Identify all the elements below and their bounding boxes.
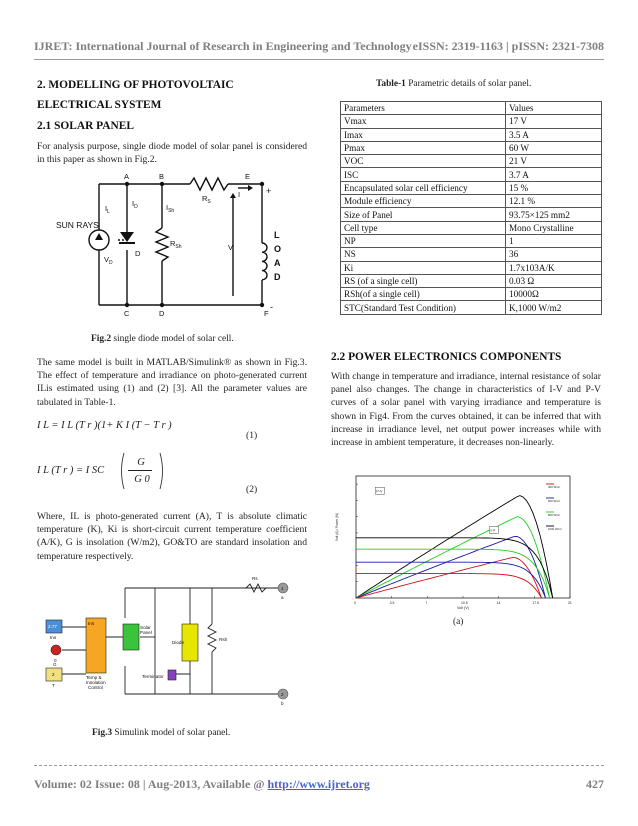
fig3-rsh-label: Rsh [219, 637, 228, 642]
chart-legend-label: 1000 W/m² [548, 527, 562, 531]
table-row [341, 208, 602, 221]
fig2-caption: Fig.2 single diode model of solar cell. [91, 334, 234, 344]
fig2-node-b: B [159, 172, 165, 181]
fig2-load-l: L [274, 230, 280, 240]
paragraph-where: Where, IL is photo-generated current (A), T is absolute climatic temperature (K), Ki is short-circuit current temperature coefficient (A/K), G is insolation (W/m2), GO&TO are standard insolation and temperature respectively. [37, 511, 307, 562]
table-row [341, 155, 602, 168]
table-cell-parameter: RSh(of a single cell) [341, 288, 506, 301]
fig2-load-a: A [274, 258, 281, 268]
table-cell-parameter: Imax [341, 128, 506, 141]
table-cell-parameter: VOC [341, 155, 506, 168]
footer-rule [34, 765, 604, 766]
paragraph-simulink: The same model is built in MATLAB/Simulink® as shown in Fig.3. The effect of temperature and irradiance on photo-generated current ILis estimated using (1) and (2) [3]. All the parameter values are tabulated in Table-1. [37, 357, 307, 408]
equation-2-numerator: G [137, 457, 145, 468]
table-cell-parameter: Cell type [341, 221, 506, 234]
table-cell-parameter: NP [341, 234, 506, 247]
section-title-line2: ELECTRICAL SYSTEM [37, 99, 162, 111]
fig3-rs-label: Rs [252, 576, 258, 581]
table-cell-value: Mono Crystalline [506, 221, 602, 234]
chart-x-tick-label: 10.5 [461, 601, 468, 605]
fig2-ish: $I_{Sh}$ [166, 203, 175, 214]
fig2-node-a: A [124, 172, 130, 181]
fig2-minus: - [270, 302, 273, 312]
journal-title: IJRET: International Journal of Research in Engineering and Technology [34, 39, 412, 53]
table1-caption: Table-1 Parametric details of solar panel. [376, 79, 532, 89]
table-cell-value: 17 V [506, 115, 602, 128]
fig3-port-a: a [281, 595, 284, 600]
table-cell-value: 15 % [506, 181, 602, 194]
table-cell-parameter: STC(Standard Test Condition) [341, 301, 506, 314]
fig2-load-d: D [274, 272, 281, 282]
fig3-port-b: b [281, 701, 284, 706]
fig4-iv-pv-chart [332, 466, 586, 614]
equation-1: I L = I L (T r )(1+ K I (T − T r ) [37, 420, 172, 431]
subsection-title-solar-panel: 2.1 SOLAR PANEL [37, 120, 134, 132]
fig3-block-line1: Temp & [86, 675, 102, 680]
table-row [341, 234, 602, 247]
fig3-diode-label: Diode [172, 640, 185, 645]
fig2-node-e: E [245, 172, 251, 181]
table-cell-value: 93.75×125 mm2 [506, 208, 602, 221]
paragraph-intro: For analysis purpose, single diode model of solar panel is considered in this paper as shown in Fig.2. [37, 141, 307, 166]
fig3-block-line2: Insolation [86, 680, 106, 685]
table-cell-value: 1.7x103A/K [506, 261, 602, 274]
table-cell-value: 60 W [506, 141, 602, 154]
fig2-plus: + [266, 186, 272, 196]
table-cell-parameter: Vmax [341, 115, 506, 128]
paragraph-power-electronics: With change in temperature and irradiance, internal resistance of solar panel also changes. The change in characteristics of I-V and P-V curves of a solar panel with varying irradiance and temperature is shown in Fig4. From the curves obtained, it can be inferred that with increase in irradiance level, net output power increases while with increase in ambient temperature, it decreases non-linearly. [331, 371, 601, 449]
running-footer [34, 777, 604, 792]
table-row [341, 301, 602, 314]
table-cell-value: 3.7 A [506, 168, 602, 181]
fig2-node-d: D [159, 309, 165, 318]
chart-x-axis-label: Volt (V) [457, 606, 469, 610]
fig3-caption: Fig.3 Simulink model of solar panel. [92, 728, 231, 738]
chart-x-tick-label: 0 [354, 601, 356, 605]
footer-volume: Volume: 02 Issue: 08 | Aug-2013, Available @ [34, 777, 268, 791]
fig3-ins-label: Ins [50, 635, 57, 640]
equation-2-lhs: I L (T r ) = I SC [37, 465, 105, 476]
table-cell-parameter: NS [341, 248, 506, 261]
fig3-simulink-diagram [40, 566, 298, 718]
table-cell-parameter: Module efficiency [341, 195, 506, 208]
fig2-rs: $R_S$ [202, 194, 211, 205]
fig4-label: (a) [453, 617, 464, 627]
fig3-const-ins: 2.77 [48, 624, 57, 629]
fig3-g-label: G [53, 662, 57, 667]
table-cell-value: 0.03 Ω [506, 274, 602, 287]
fig2-diode-d: D [135, 249, 141, 258]
fig2-id: $I_D$ [132, 199, 138, 210]
section-title-line1: 2. MODELLING OF PHOTOVOLTAIC [37, 79, 234, 91]
chart-annotation: P-V [376, 489, 383, 494]
chart-x-tick-label: 14 [496, 601, 501, 605]
fig3-panel-line1: Solar [140, 625, 151, 630]
equation-1-number: (1) [246, 430, 258, 441]
table-header-cell: Parameters [341, 102, 506, 115]
table-row [341, 141, 602, 154]
fig3-const-g: 0 [54, 658, 57, 663]
table-cell-value: 10000Ω [506, 288, 602, 301]
fig2-circuit-diagram [52, 168, 300, 318]
table-row [341, 221, 602, 234]
fig2-v: V [228, 243, 234, 252]
table-row [341, 181, 602, 194]
chart-x-tick-label: 21 [568, 601, 572, 605]
table-cell-parameter: Encapsulated solar cell efficiency [341, 181, 506, 194]
chart-y-axis-label: Volt (A) / Power (W) [335, 512, 339, 541]
fig3-block-line3: Control [88, 685, 103, 690]
chart-x-tick-label: 17.5 [532, 601, 539, 605]
fig2-current-i: I [238, 190, 241, 199]
footer-link[interactable]: http://www.ijret.org [267, 777, 370, 791]
equation-2-number: (2) [246, 484, 258, 495]
table-cell-parameter: ISC [341, 168, 506, 181]
table-cell-parameter: Size of Panel [341, 208, 506, 221]
fig2-rsh: $R_{Sh}$ [170, 239, 182, 250]
issn: eISSN: 2319-1163 | pISSN: 2321-7308 [412, 39, 604, 53]
equation-2-parens [118, 451, 166, 491]
table1-parameters [340, 101, 602, 315]
header-rule [34, 59, 604, 60]
fig3-out1: 1 [281, 586, 284, 591]
chart-annotation: I-V [490, 528, 496, 533]
fig3-out2: 2 [281, 692, 284, 697]
chart-legend-label: 600 W/m² [548, 499, 561, 503]
chart-x-tick-label: 7 [425, 601, 428, 605]
table-cell-value: 12.1 % [506, 195, 602, 208]
table-cell-value: 1 [506, 234, 602, 247]
table-header-cell: Values [506, 102, 602, 115]
table-cell-value: 21 V [506, 155, 602, 168]
fig2-load-o: O [274, 244, 282, 254]
table-header-row [341, 102, 602, 115]
fig2-sun-rays: SUN RAYS [56, 220, 99, 230]
table-cell-parameter: RS (of a single cell) [341, 274, 506, 287]
page-number: 427 [586, 777, 604, 791]
table-cell-parameter: Pmax [341, 141, 506, 154]
table-row [341, 128, 602, 141]
fig2-il: $I_L$ [105, 204, 110, 215]
table-row [341, 288, 602, 301]
fig2-node-f: F [264, 309, 269, 318]
table-row [341, 115, 602, 128]
fig2-vd: $V_D$ [104, 255, 113, 266]
fig3-terminator-label: Terminator [142, 674, 164, 679]
fig3-const-t: 2 [52, 672, 55, 677]
equation-2-denominator: G 0 [134, 474, 150, 485]
chart-legend-label: 400 W/m² [548, 485, 561, 489]
table-row [341, 195, 602, 208]
chart-x-tick-label: 3.5 [389, 601, 395, 605]
table-row [341, 248, 602, 261]
table-cell-parameter: Ki [341, 261, 506, 274]
fig3-t-label: T [52, 683, 55, 688]
fig3-panel-line2: Panel [140, 630, 152, 635]
table-row [341, 168, 602, 181]
table-row [341, 261, 602, 274]
fig2-node-c: C [124, 309, 130, 318]
chart-legend-label: 800 W/m² [548, 513, 561, 517]
table-cell-value: 36 [506, 248, 602, 261]
table-cell-value: K,1000 W/m2 [506, 301, 602, 314]
table-row [341, 274, 602, 287]
subsection-title-power-electronics: 2.2 POWER ELECTRONICS COMPONENTS [331, 351, 562, 363]
running-header [34, 39, 604, 54]
table-cell-value: 3.5 A [506, 128, 602, 141]
fig3-in-port: Ins [88, 621, 95, 626]
